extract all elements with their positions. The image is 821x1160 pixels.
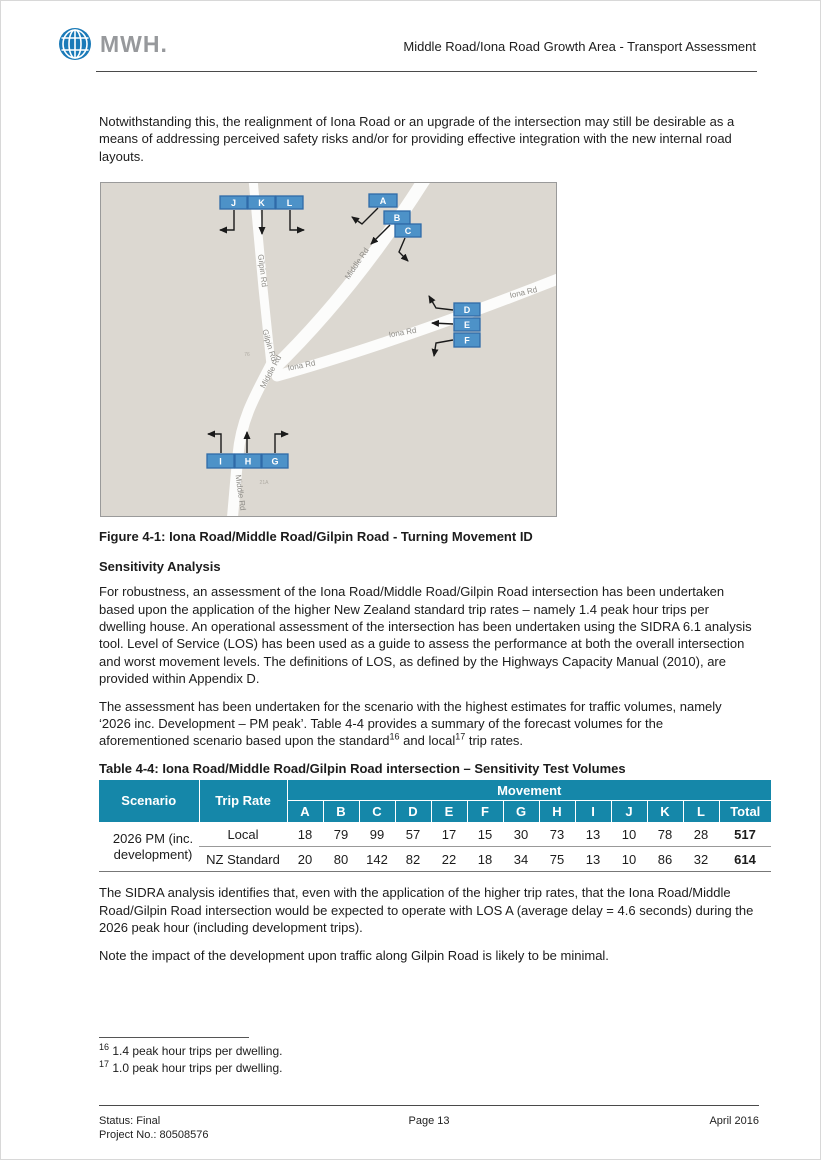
nz-H: 75	[539, 847, 575, 872]
header-rule	[96, 71, 757, 72]
local-B: 79	[323, 822, 359, 847]
col-header-J: J	[611, 801, 647, 822]
movement-box-G	[262, 454, 288, 468]
page-header	[1, 1, 820, 72]
col-header-D: D	[395, 801, 431, 822]
p2-part3: trip rates.	[465, 733, 524, 749]
col-header-scenario: Scenario	[99, 780, 199, 822]
svg-text:K: K	[258, 198, 265, 209]
globe-logo-icon	[57, 26, 93, 62]
arrow-E	[432, 323, 453, 324]
house-number-76: 76	[244, 352, 250, 359]
local-J: 10	[611, 822, 647, 847]
footer-date: April 2016	[709, 1115, 759, 1127]
col-header-E: E	[431, 801, 467, 822]
movement-box-K	[248, 196, 275, 209]
col-header-total: Total	[719, 801, 771, 822]
movement-box-F	[454, 333, 480, 347]
trip-rate-local: Local	[199, 822, 287, 847]
col-header-F: F	[467, 801, 503, 822]
nz-D: 82	[395, 847, 431, 872]
col-header-movement: Movement	[287, 780, 771, 801]
sidra-analysis-paragraph: The SIDRA analysis identifies that, even with the application of the higher trip rates, that the Iona Road/Middle Road/Gilpin Road intersection would be expected to operate with LOS A (average delay = 4.6 seconds) during the 2026 peak hour (including development trips).	[99, 885, 754, 936]
movement-box-D	[454, 303, 480, 316]
scenario-cell: 2026 PM (inc. development)	[99, 822, 199, 872]
nz-I: 13	[575, 847, 611, 872]
road-label-iona-2: Iona Rd	[387, 325, 418, 340]
local-A: 18	[287, 822, 323, 847]
svg-text:B: B	[393, 213, 401, 224]
local-L: 28	[683, 822, 719, 847]
page-footer	[99, 1105, 759, 1142]
sensitivity-paragraph-1: For robustness, an assessment of the Iona Road/Middle Road/Gilpin Road intersection has been undertaken based upon the application of the higher New Zealand standard trip rates – namely 1.4 peak hour trips per dwelling house. An operational assessment of the intersection has been undertaken using the SIDRA 6.1 analysis tool. Level of Service (LOS) has been used as a guide to assess the performance at both the overall intersection and worst movement levels. The definitions of LOS, as defined by the Highways Capacity Manual (2010), are provided within Appendix D.	[99, 584, 752, 687]
svg-text:F: F	[464, 335, 470, 346]
nz-A: 20	[287, 847, 323, 872]
intro-paragraph: Notwithstanding this, the realignment of Iona Road or an upgrade of the intersection may still be desirable as a means of addressing perceived safety risks and/or for providing effective integration with the new internal road layouts.	[99, 114, 735, 164]
movement-box-A	[369, 194, 397, 207]
svg-text:E: E	[463, 320, 471, 331]
col-header-L: L	[683, 801, 719, 822]
p2-part2: and local	[399, 733, 456, 749]
nz-E: 22	[431, 847, 467, 872]
col-header-B: B	[323, 801, 359, 822]
svg-text:D: D	[463, 305, 471, 316]
movement-box-C	[395, 224, 421, 237]
turning-movement-map	[101, 183, 556, 516]
nz-C: 142	[359, 847, 395, 872]
movement-box-H	[235, 454, 261, 468]
footnotes	[99, 1037, 282, 1075]
local-I: 13	[575, 822, 611, 847]
local-total: 517	[719, 822, 771, 847]
footnote-17: $^{17}$ 1.0 peak hour trips per dwelling.	[99, 1059, 283, 1075]
road-label-gilpin-1: Gilpin Rd	[256, 254, 269, 288]
svg-text:L: L	[286, 198, 293, 209]
col-header-C: C	[359, 801, 395, 822]
nz-L: 32	[683, 847, 719, 872]
col-header-trip-rate: Trip Rate	[199, 780, 287, 822]
figure-4-1-map	[100, 182, 557, 517]
house-number-21a: 21A	[259, 480, 269, 487]
table-row-local	[99, 822, 771, 847]
local-K: 78	[647, 822, 683, 847]
nz-G: 34	[503, 847, 539, 872]
trip-rate-nz-standard: NZ Standard	[199, 847, 287, 872]
footnote-ref-17: 17	[455, 732, 466, 743]
footer-status: Status: Final	[99, 1115, 161, 1127]
col-header-I: I	[575, 801, 611, 822]
movement-box-L	[276, 196, 303, 209]
footnote-16: $^{16}$ 1.4 peak hour trips per dwelling.	[99, 1042, 283, 1058]
svg-text:A: A	[379, 196, 387, 207]
local-E: 17	[431, 822, 467, 847]
local-D: 57	[395, 822, 431, 847]
road-label-middle-2: Middle Rd	[258, 354, 284, 391]
svg-text:G: G	[271, 456, 279, 467]
map-background	[101, 183, 556, 516]
logo-wordmark: MWH.	[100, 30, 168, 57]
local-H: 73	[539, 822, 575, 847]
road-label-iona-1: Iona Rd	[286, 358, 317, 373]
footer-left	[99, 1114, 319, 1142]
nz-F: 18	[467, 847, 503, 872]
road-label-iona-3: Iona Rd	[508, 285, 539, 301]
footer-project-no: Project No.: 80508576	[99, 1129, 209, 1141]
svg-text:J: J	[230, 198, 237, 209]
nz-J: 10	[611, 847, 647, 872]
movement-box-E	[454, 318, 480, 331]
local-F: 15	[467, 822, 503, 847]
figure-caption: Figure 4-1: Iona Road/Middle Road/Gilpin Road - Turning Movement ID	[99, 529, 533, 545]
col-header-H: H	[539, 801, 575, 822]
sensitivity-analysis-heading: Sensitivity Analysis	[99, 559, 221, 575]
nz-B: 80	[323, 847, 359, 872]
footer-page-number: Page 13	[408, 1115, 450, 1127]
movement-box-J	[220, 196, 247, 209]
mwh-logo	[57, 26, 168, 62]
local-C: 99	[359, 822, 395, 847]
nz-K: 86	[647, 847, 683, 872]
table-row-nz-standard	[99, 847, 771, 872]
footnote-ref-16: 16	[389, 732, 400, 743]
svg-text:C: C	[404, 226, 412, 237]
col-header-K: K	[647, 801, 683, 822]
road-label-gilpin-2: Gilpin Rd	[260, 328, 279, 363]
table-caption: Table 4-4: Iona Road/Middle Road/Gilpin Road intersection – Sensitivity Test Volumes	[99, 760, 626, 776]
road-label-middle-3: Middle Rd	[233, 474, 248, 512]
footnote-rule	[99, 1037, 249, 1038]
document-title: Middle Road/Iona Road Growth Area - Transport Assessment	[403, 39, 756, 54]
sensitivity-paragraph-2	[99, 698, 757, 750]
table-4-4	[99, 780, 820, 873]
movement-box-B	[384, 211, 410, 224]
nz-total: 614	[719, 847, 771, 872]
svg-text:H: H	[244, 456, 252, 467]
local-G: 30	[503, 822, 539, 847]
p2-part1: The assessment has been undertaken for the scenario with the highest estimates for traffic volumes, namely ‘2026 inc. Development – PM peak’. Table 4-4 provides a summary of the forecast volumes for the aforementioned scenario based upon the standard	[99, 698, 722, 749]
svg-text:I: I	[219, 456, 222, 467]
movement-box-I	[207, 454, 234, 468]
col-header-G: G	[503, 801, 539, 822]
col-header-A: A	[287, 801, 323, 822]
gilpin-note-paragraph: Note the impact of the development upon traffic along Gilpin Road is likely to be minimal.	[99, 947, 609, 963]
road-label-middle-1: Middle Rd	[343, 246, 371, 282]
